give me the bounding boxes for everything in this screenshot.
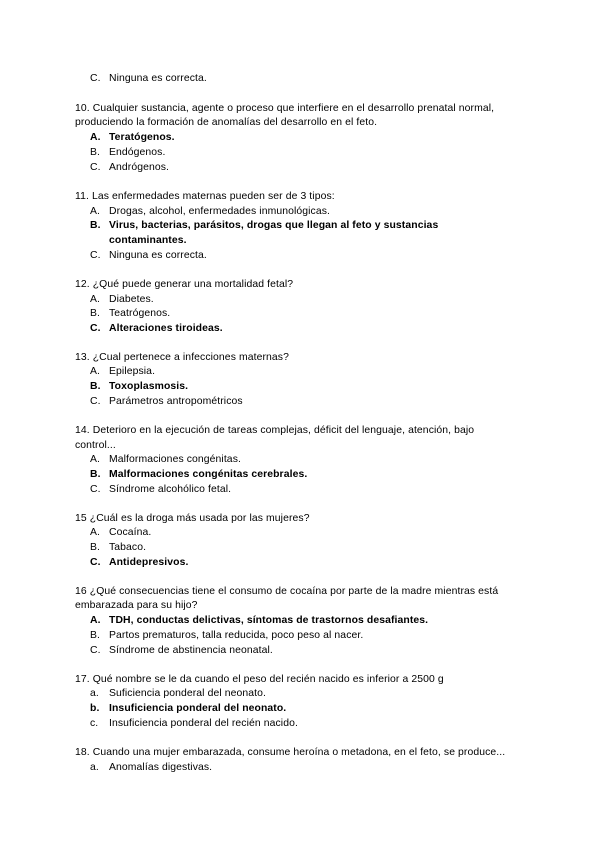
- option-letter: C.: [90, 645, 101, 656]
- option-text: Insuficiencia ponderal del recién nacido.: [109, 718, 298, 729]
- option-text: Suficiencia ponderal del neonato.: [109, 688, 266, 699]
- option-text: Teatrógenos.: [109, 308, 171, 319]
- option-letter: B.: [90, 542, 101, 553]
- question-14-text-cont: control...: [75, 440, 116, 451]
- question-14-text: 14. Deterioro en la ejecución de tareas complejas, déficit del lenguaje, atención, bajo: [75, 425, 475, 436]
- option-text: Drogas, alcohol, enfermedades inmunológicas.: [109, 206, 330, 217]
- option-text: Toxoplasmosis.: [109, 381, 189, 392]
- option-letter: a.: [90, 688, 99, 699]
- option-letter: B.: [90, 381, 101, 392]
- option-letter: C.: [90, 396, 101, 407]
- option-letter: C.: [90, 250, 101, 261]
- option-letter: A.: [90, 366, 101, 377]
- option-text: Partos prematuros, talla reducida, poco peso al nacer.: [109, 630, 364, 641]
- option-text: Ninguna es correcta.: [109, 250, 207, 261]
- option-letter: A.: [90, 294, 101, 305]
- option-letter: a.: [90, 762, 99, 773]
- question-11-text: 11. Las enfermedades maternas pueden ser de 3 tipos:: [75, 191, 335, 202]
- option-letter: C.: [90, 73, 101, 84]
- option-letter: C.: [90, 162, 101, 173]
- question-15-text: 15 ¿Cuál es la droga más usada por las mujeres?: [75, 513, 310, 524]
- question-18-text: 18. Cuando una mujer embarazada, consume heroína o metadona, en el feto, se produce...: [75, 747, 506, 758]
- option-text: Parámetros antropométricos: [109, 396, 243, 407]
- option-text: TDH, conductas delictivas, síntomas de trastornos desafiantes.: [109, 615, 429, 626]
- option-text: Virus, bacterias, parásitos, drogas que llegan al feto y sustancias: [109, 220, 439, 231]
- option-text: Alteraciones tiroideas.: [109, 323, 223, 334]
- option-text: Síndrome alcohólico fetal.: [109, 484, 232, 495]
- option-letter: C.: [90, 323, 101, 334]
- option-text: Antidepresivos.: [109, 557, 189, 568]
- option-text: Tabaco.: [109, 542, 147, 553]
- option-text: Cocaína.: [109, 527, 152, 538]
- option-text: Andrógenos.: [109, 162, 170, 173]
- option-letter: A.: [90, 454, 101, 465]
- option-text: Insuficiencia ponderal del neonato.: [109, 703, 287, 714]
- option-text: Malformaciones congénitas cerebrales.: [109, 469, 308, 480]
- option-text: Malformaciones congénitas.: [109, 454, 241, 465]
- option-text: Endógenos.: [109, 147, 166, 158]
- option-letter: B.: [90, 630, 101, 641]
- option-letter: B.: [90, 147, 101, 158]
- option-letter: B.: [90, 308, 101, 319]
- question-12-text: 12. ¿Qué puede generar una mortalidad fetal?: [75, 279, 294, 290]
- option-letter: C.: [90, 557, 101, 568]
- option-text: Diabetes.: [109, 294, 154, 305]
- option-letter: b.: [90, 703, 100, 714]
- option-letter: B.: [90, 469, 101, 480]
- option-letter: B.: [90, 220, 101, 231]
- option-text: Anomalías digestivas.: [109, 762, 213, 773]
- option-text: Síndrome de abstinencia neonatal.: [109, 645, 273, 656]
- question-10-text: 10. Cualquier sustancia, agente o proceso que interfiere en el desarrollo prenatal normal,: [75, 103, 495, 114]
- option-letter: C.: [90, 484, 101, 495]
- option-letter: A.: [90, 615, 101, 626]
- option-letter: A.: [90, 206, 101, 217]
- question-11-option-b-cont: contaminantes.: [109, 235, 187, 246]
- question-16-text-cont: embarazada para su hijo?: [75, 600, 198, 611]
- option-text: Teratógenos.: [109, 132, 175, 143]
- question-10-text-cont: produciendo la formación de anomalías del desarrollo en el feto.: [75, 117, 378, 128]
- question-17-text: 17. Qué nombre se le da cuando el peso del recién nacido es inferior a 2500 g: [75, 674, 444, 685]
- option-letter: A.: [90, 527, 101, 538]
- option-letter: c.: [90, 718, 99, 729]
- question-13-text: 13. ¿Cual pertenece a infecciones maternas?: [75, 352, 289, 363]
- question-16-text: 16 ¿Qué consecuencias tiene el consumo de cocaína por parte de la madre mientras está: [75, 586, 499, 597]
- option-text: Ninguna es correcta.: [109, 73, 207, 84]
- option-letter: A.: [90, 132, 101, 143]
- option-text: Epilepsia.: [109, 366, 156, 377]
